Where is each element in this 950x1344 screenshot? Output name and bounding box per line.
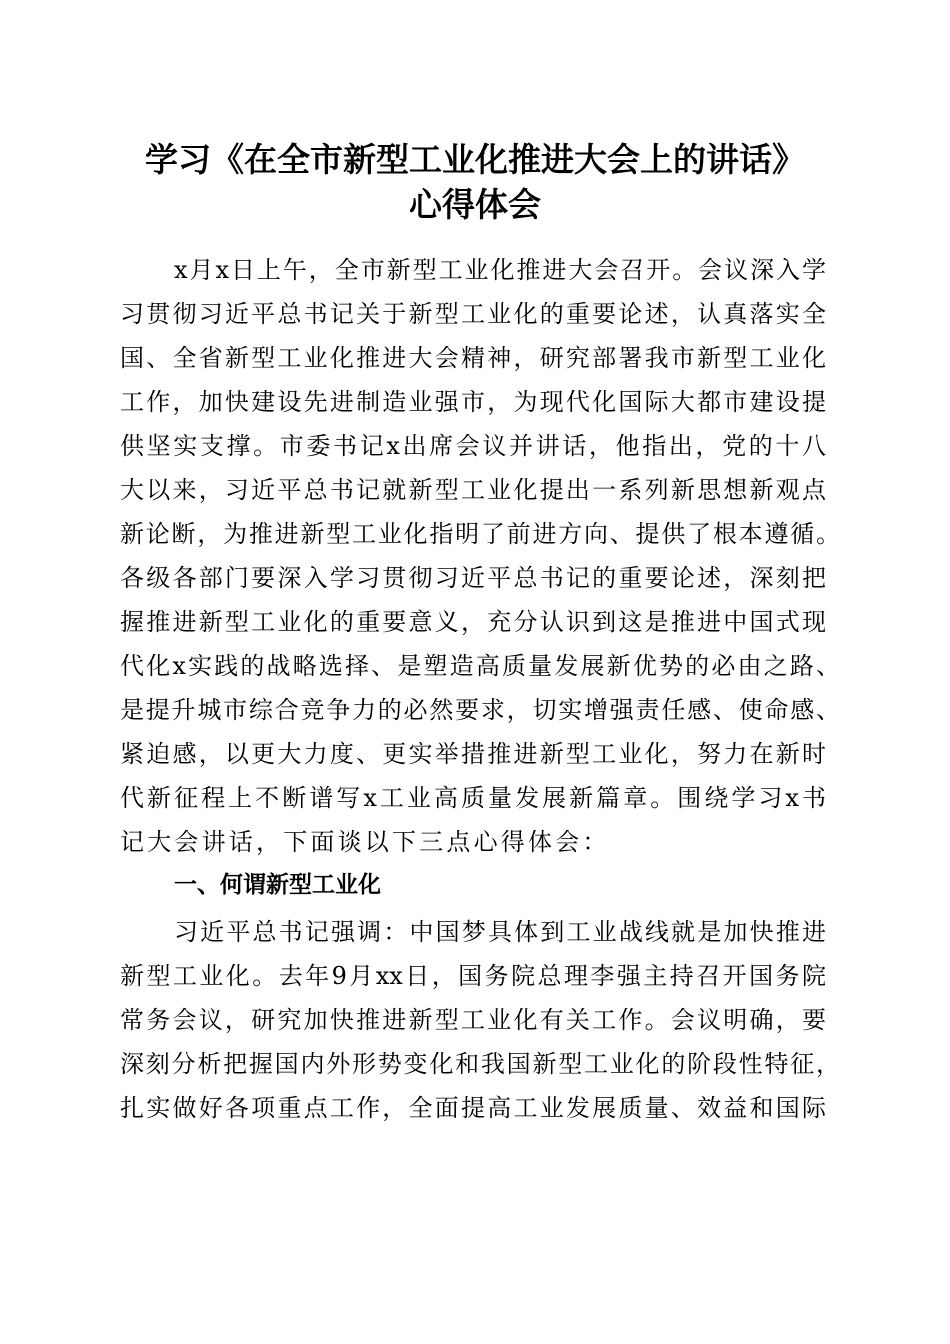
section-heading: 一、何谓新型工业化	[174, 872, 381, 898]
text-line: 扎实做好各项重点工作，全面提高工业发展质量、效益和国际	[120, 1094, 826, 1122]
text-line: 常务会议，研究加快推进新型工业化有关工作。会议明确，要	[120, 1006, 826, 1034]
text-line: 是提升城市综合竞争力的必然要求，切实增强责任感、使命感、	[120, 696, 840, 724]
text-line: 习近平总书记强调：中国梦具体到工业战线就是加快推进	[174, 918, 826, 946]
text-line: 习贯彻习近平总书记关于新型工业化的重要论述，认真落实全	[120, 300, 826, 328]
text-line: 大以来，习近平总书记就新型工业化提出一系列新思想新观点	[120, 476, 826, 504]
document-title-line-2: 心得体会	[409, 185, 541, 224]
text-line: 新型工业化。去年9月xx日，国务院总理李强主持召开国务院	[120, 962, 826, 990]
text-line: 国、全省新型工业化推进大会精神，研究部署我市新型工业化	[120, 344, 826, 372]
text-line: 紧迫感，以更大力度、更实举措推进新型工业化，努力在新时	[120, 740, 826, 768]
text-line: 新论断，为推进新型工业化指明了前进方向、提供了根本遵循。	[120, 520, 840, 548]
text-line: 供坚实支撑。市委书记x出席会议并讲话，他指出，党的十八	[120, 432, 826, 460]
text-line: 握推进新型工业化的重要意义，充分认识到这是推进中国式现	[120, 608, 826, 636]
text-line: x月x日上午，全市新型工业化推进大会召开。会议深入学	[174, 256, 826, 284]
text-line: 深刻分析把握国内外形势变化和我国新型工业化的阶段性特征，	[120, 1050, 840, 1078]
text-line: 代化x实践的战略选择、是塑造高质量发展新优势的必由之路、	[120, 652, 840, 680]
text-line: 记大会讲话，下面谈以下三点心得体会：	[120, 828, 610, 856]
text-line: 工作，加快建设先进制造业强市，为现代化国际大都市建设提	[120, 388, 826, 416]
text-line: 各级各部门要深入学习贯彻习近平总书记的重要论述，深刻把	[120, 564, 826, 592]
document-title-line-1: 学习《在全市新型工业化推进大会上的讲话》	[145, 140, 805, 179]
text-line: 代新征程上不断谱写x工业高质量发展新篇章。围绕学习x书	[120, 784, 826, 812]
